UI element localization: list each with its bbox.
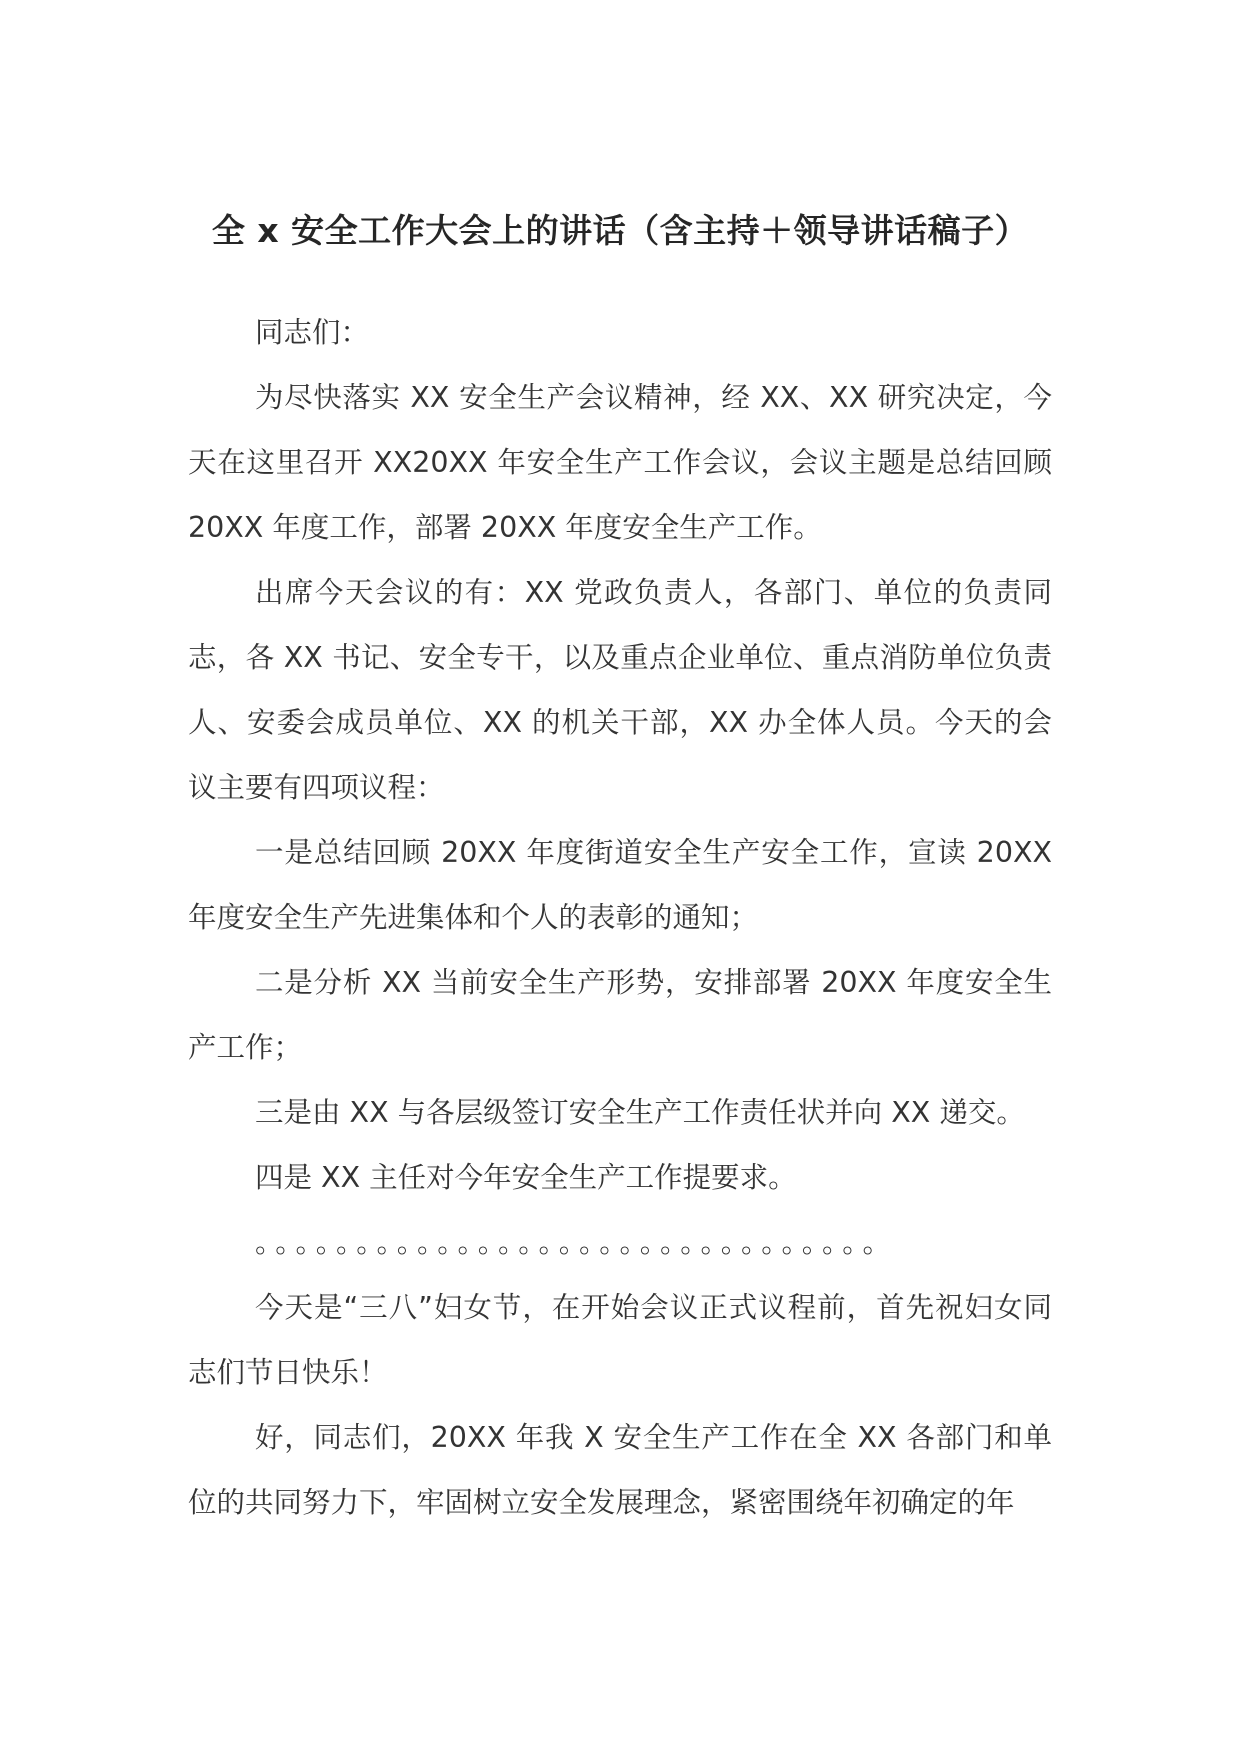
paragraph-ellipsis-divider: 。。。。。。。。。。。。。。。。。。。。。。。。。。。。。。。 [255, 1226, 898, 1259]
paragraph-salutation: 同志们： [255, 316, 370, 349]
paragraph-agenda-item-2: 二是分析 XX 当前安全生产形势，安排部署 20XX 年度安全生产工作； [188, 966, 1052, 1064]
paragraph-agenda-item-1: 一是总结回顾 20XX 年度街道安全生产安全工作，宣读 20XX 年度安全生产先进集体和个人的表彰的通知； [188, 836, 1052, 934]
document-body [188, 300, 1052, 1535]
paragraph-attendees: 出席今天会议的有：XX 党政负责人，各部门、单位的负责同志，各 XX 书记、安全专干，以及重点企业单位、重点消防单位负责人、安委会成员单位、XX 的机关干部，XX 办全体人员。今天的会议主要有四项议程： [188, 576, 1052, 804]
paragraph-agenda-item-3: 三是由 XX 与各层级签订安全生产工作责任状并向 XX 递交。 [255, 1096, 1025, 1129]
paragraph-work-review: 好，同志们，20XX 年我 X 安全生产工作在全 XX 各部门和单位的共同努力下，牢固树立安全发展理念，紧密围绕年初确定的年 [188, 1421, 1052, 1519]
paragraph-agenda-item-4: 四是 XX 主任对今年安全生产工作提要求。 [255, 1161, 797, 1194]
paragraph-womens-day-greeting: 今天是“三八”妇女节，在开始会议正式议程前，首先祝妇女同志们节日快乐！ [188, 1291, 1052, 1389]
document-title: 全 x 安全工作大会上的讲话（含主持＋领导讲话稿子） [211, 211, 1029, 250]
paragraph-meeting-purpose: 为尽快落实 XX 安全生产会议精神，经 XX、XX 研究决定，今天在这里召开 XX20XX 年安全生产工作会议，会议主题是总结回顾 20XX 年度工作，部署 20XX 年度安全生产工作。 [188, 381, 1052, 544]
